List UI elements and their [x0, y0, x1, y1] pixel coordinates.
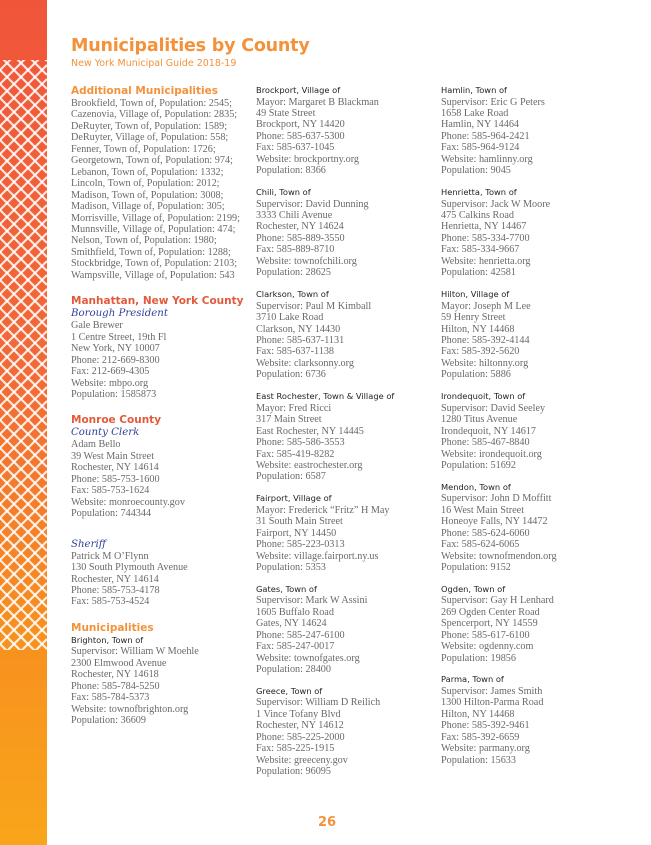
lattice-line	[0, 401, 47, 448]
lattice-line	[0, 611, 47, 658]
municipality-name: Fairport, Village of	[256, 493, 332, 504]
entry-line: Website: mbpo.org	[71, 377, 149, 389]
lattice-line	[0, 317, 47, 364]
lattice-line	[0, 653, 47, 700]
entry-line: Fax: 585-334-9667	[441, 244, 520, 256]
entry-line: East Rochester, NY 14445	[256, 425, 364, 437]
entry-line: Gates, NY 14624	[256, 618, 327, 630]
entry-line: Website: eastrochester.org	[256, 459, 363, 471]
entry-line: Supervisor: Gay H Lenhard	[441, 595, 554, 607]
lattice-line	[0, 359, 47, 406]
municipality-entry	[441, 584, 621, 664]
entry-line: Website: greeceny.gov	[256, 754, 348, 766]
entry-line: 3333 Chili Avenue	[256, 210, 333, 222]
lattice-line	[0, 667, 47, 714]
entry-line: Morrisville, Village of, Population: 2199;	[71, 212, 240, 224]
lattice-line	[0, 0, 47, 14]
entry-line: Fax: 212-669-4305	[71, 366, 150, 378]
lattice-line	[0, 51, 47, 98]
entry-line: Fax: 585-784-5373	[71, 692, 150, 704]
entry-line: Website: henrietta.org	[441, 255, 531, 267]
municipality-name: Greece, Town of	[256, 685, 323, 696]
entry-line: Phone: 585-586-3553	[256, 437, 345, 449]
lattice-line	[0, 233, 47, 280]
lattice-line	[0, 728, 47, 775]
entry-line: 269 Ogden Center Road	[441, 606, 540, 618]
lattice-line	[0, 457, 47, 504]
lattice-line	[0, 28, 47, 75]
entry-line: Phone: 585-753-1600	[71, 473, 160, 485]
borough-president-label: Borough President	[71, 308, 168, 320]
lattice-line	[0, 499, 47, 546]
municipality-name: Hilton, Village of	[441, 289, 510, 300]
lattice-line	[0, 415, 47, 462]
column-1	[71, 85, 251, 727]
entry-line: Phone: 585-617-6100	[441, 629, 530, 641]
entry-line: Phone: 585-247-6100	[256, 629, 345, 641]
entry-line: Munnsville, Village of, Population: 474;	[71, 223, 236, 235]
lattice-line	[0, 471, 47, 518]
lattice-line	[0, 177, 47, 224]
entry-line: New York, NY 10007	[71, 343, 160, 355]
lattice-line	[0, 555, 47, 602]
lattice-line	[0, 9, 47, 56]
municipality-name: Chili, Town of	[256, 187, 311, 198]
lattice-line	[0, 289, 47, 336]
entry-line: Supervisor: David Dunning	[256, 198, 369, 210]
entry-line: Fax: 585-419-8282	[256, 448, 335, 460]
municipality-entry	[256, 686, 436, 778]
lattice-line	[0, 247, 47, 294]
municipality-entry	[441, 391, 621, 471]
lattice-line	[0, 205, 47, 252]
entry-line: Website: townofgates.org	[256, 652, 360, 664]
entry-line: Brookfield, Town of, Population: 2545;	[71, 98, 232, 109]
entry-line: Phone: 585-392-4144	[441, 334, 530, 346]
lattice-line	[0, 149, 47, 196]
entry-line: Wampsville, Village of, Population: 543	[71, 269, 235, 281]
lattice-line	[0, 700, 47, 747]
lattice-line	[0, 513, 47, 560]
lattice-line	[0, 658, 47, 705]
lattice-line	[0, 191, 47, 238]
brighton-details	[71, 646, 251, 726]
lattice-line	[0, 709, 47, 756]
additional-municipalities-heading: Additional Municipalities	[71, 85, 219, 97]
entry-line: Population: 6587	[256, 471, 326, 483]
entry-line: Phone: 585-225-2000	[256, 731, 345, 743]
entry-line: Fax: 585-637-1045	[256, 142, 335, 154]
municipality-entry	[441, 482, 621, 574]
municipality-name: East Rochester, Town & Village of	[256, 391, 395, 402]
borough-president-details	[71, 320, 251, 400]
entry-line: Supervisor: John D Moffitt	[441, 493, 552, 505]
entry-line: Phone: 585-223-0313	[256, 539, 345, 551]
entry-line: Irondequoit, NY 14617	[441, 425, 536, 437]
entry-line: 317 Main Street	[256, 414, 322, 426]
entry-line: Lebanon, Town of, Population: 1332;	[71, 166, 224, 178]
entry-line: Patrick M O’Flynn	[71, 550, 149, 562]
entry-line: Population: 9152	[441, 562, 511, 574]
lattice-line	[0, 625, 47, 672]
entry-line: 1658 Lake Road	[441, 107, 509, 119]
entry-line: Population: 5353	[256, 562, 326, 574]
municipality-name: Hamlin, Town of	[441, 85, 507, 95]
entry-line: Fax: 585-247-0017	[256, 641, 335, 653]
municipality-entry	[441, 674, 621, 766]
brighton-name: Brighton, Town of	[71, 634, 144, 645]
additional-municipalities-list	[71, 98, 251, 281]
entry-line: Phone: 585-467-8840	[441, 437, 530, 449]
entry-line: Mayor: Joseph M Lee	[441, 300, 531, 312]
lattice-line	[0, 541, 47, 588]
municipality-name: Brockport, Village of	[256, 85, 341, 95]
entry-line: Website: townofchili.org	[256, 255, 357, 267]
entry-line: Population: 5886	[441, 369, 511, 381]
entry-line: 16 West Main Street	[441, 504, 525, 516]
lattice-line	[0, 756, 47, 803]
entry-line: Fenner, Town of, Population: 1726;	[71, 143, 216, 155]
entry-line: Website: parmany.org	[441, 743, 530, 755]
entry-line: Rochester, NY 14614	[71, 573, 159, 585]
entry-line: Population: 36609	[71, 715, 146, 727]
entry-line: Supervisor: Mark W Assini	[256, 595, 368, 607]
lattice-line	[0, 42, 47, 89]
entry-line: 1 Vince Tofany Blvd	[256, 708, 341, 720]
entry-line: Lincoln, Town of, Population: 2012;	[71, 178, 220, 190]
entry-line: Phone: 585-964-2421	[441, 130, 530, 142]
entry-line: Website: ogdenny.com	[441, 641, 534, 653]
lattice-line	[0, 331, 47, 378]
entry-line: Stockbridge, Town of, Population: 2103;	[71, 258, 238, 270]
entry-line: Fax: 585-964-9124	[441, 142, 520, 154]
entry-line: Georgetown, Town of, Population: 974;	[71, 155, 233, 167]
entry-line: Population: 8366	[256, 165, 326, 177]
sheriff-label: Sheriff	[71, 538, 106, 550]
lattice-line	[0, 527, 47, 574]
entry-line: Supervisor: William D Reilich	[256, 697, 381, 709]
lattice-line	[0, 275, 47, 322]
lattice-line	[0, 695, 47, 742]
decorative-side-band	[0, 0, 47, 845]
entry-line: 31 South Main Street	[256, 516, 343, 528]
entry-line: Smithfield, Town of, Population: 1288;	[71, 246, 231, 258]
lattice-line	[0, 485, 47, 532]
entry-line: Phone: 585-753-4178	[71, 584, 160, 596]
entry-line: Population: 28625	[256, 267, 331, 279]
entry-line: Gale Brewer	[71, 320, 123, 332]
entry-line: Supervisor: James Smith	[441, 685, 543, 697]
entry-line: Hilton, NY 14468	[441, 708, 515, 720]
entry-line: 130 South Plymouth Avenue	[71, 562, 188, 574]
entry-line: Phone: 585-889-3550	[256, 232, 345, 244]
municipality-name: Irondequoit, Town of	[441, 391, 526, 402]
entry-line: Fax: 585-392-6659	[441, 731, 520, 743]
municipalities-heading: Municipalities	[71, 621, 154, 634]
entry-line: Website: townofmendon.org	[441, 550, 557, 562]
entry-line: Mayor: Frederick “Fritz” H May	[256, 504, 390, 516]
municipality-entry	[441, 85, 621, 177]
entry-line: 1280 Titus Avenue	[441, 414, 518, 426]
lattice-line	[0, 135, 47, 182]
manhattan-heading: Manhattan, New York County	[71, 295, 244, 308]
entry-line: Fax: 585-753-4524	[71, 596, 150, 608]
lattice-line	[0, 107, 47, 154]
entry-line: Mayor: Margaret B Blackman	[256, 96, 379, 108]
lattice-line	[0, 681, 47, 728]
lattice-line	[0, 387, 47, 434]
entry-line: Clarkson, NY 14430	[256, 323, 341, 335]
municipality-entry	[256, 391, 436, 483]
lattice-line	[0, 219, 47, 266]
page-subtitle: New York Municipal Guide 2018-19	[71, 58, 237, 69]
lattice-line	[0, 373, 47, 420]
municipality-entry	[256, 85, 436, 177]
entry-line: Supervisor: David Seeley	[441, 402, 546, 414]
municipality-entry	[256, 584, 436, 676]
entry-line: Population: 28400	[256, 664, 331, 676]
entry-line: DeRuyter, Town of, Population: 1589;	[71, 120, 228, 132]
entry-line: Rochester, NY 14618	[71, 669, 159, 681]
sheriff-details	[71, 551, 251, 608]
entry-line: Website: townofbrighton.org	[71, 703, 189, 715]
entry-line: DeRuyter, Village of, Population: 558;	[71, 132, 229, 144]
entry-line: 39 West Main Street	[71, 450, 155, 462]
municipality-entry	[256, 187, 436, 279]
entry-line: Madison, Village of, Population: 305;	[71, 201, 225, 213]
lattice-line	[0, 0, 47, 42]
county-clerk-label: County Clerk	[71, 427, 140, 439]
entry-line: Nelson, Town of, Population: 1980;	[71, 235, 217, 247]
lattice-line	[0, 443, 47, 490]
lattice-line	[0, 569, 47, 616]
lattice-line	[0, 639, 47, 686]
lattice-line	[0, 79, 47, 126]
lattice-line	[0, 65, 47, 112]
entry-line: Website: monroecounty.gov	[71, 496, 185, 508]
municipality-name: Henrietta, Town of	[441, 187, 517, 198]
entry-line: Honeoye Falls, NY 14472	[441, 516, 548, 528]
entry-line: Website: hamlinny.org	[441, 153, 533, 165]
entry-line: Population: 19856	[441, 652, 516, 664]
lattice-line	[0, 644, 47, 691]
lattice-pattern	[0, 0, 47, 845]
entry-line: Population: 51692	[441, 459, 516, 471]
municipality-name: Mendon, Town of	[441, 481, 511, 492]
entry-line: Fax: 585-392-5620	[441, 346, 520, 358]
municipality-name: Clarkson, Town of	[256, 289, 329, 300]
entry-line: Population: 15633	[441, 754, 516, 766]
entry-line: Cazenovia, Village of, Population: 2835;	[71, 109, 238, 121]
lattice-line	[0, 742, 47, 789]
entry-line: Population: 1585873	[71, 388, 157, 400]
lattice-line	[0, 23, 47, 70]
entry-line: Website: clarksonny.org	[256, 357, 354, 369]
entry-line: 1300 Hilton-Parma Road	[441, 697, 544, 709]
entry-line: Mayor: Fred Ricci	[256, 402, 332, 414]
entry-line: 2300 Elmwood Avenue	[71, 657, 167, 669]
entry-line: Madison, Town of, Population: 3008;	[71, 189, 224, 201]
entry-line: Phone: 212-669-8300	[71, 354, 160, 366]
entry-line: Fax: 585-637-1138	[256, 346, 335, 358]
entry-line: Fax: 585-753-1624	[71, 485, 150, 497]
entry-line: 475 Calkins Road	[441, 210, 515, 222]
municipality-name: Parma, Town of	[441, 674, 504, 685]
municipality-entry	[256, 289, 436, 381]
entry-line: Hilton, NY 14468	[441, 323, 515, 335]
lattice-line	[0, 0, 47, 28]
lattice-line	[0, 261, 47, 308]
entry-line: Website: village.fairport.ny.us	[256, 550, 379, 562]
entry-line: Phone: 585-392-9461	[441, 720, 530, 732]
lattice-line	[0, 345, 47, 392]
entry-line: Rochester, NY 14614	[71, 462, 159, 474]
entry-line: Rochester, NY 14612	[256, 720, 344, 732]
entry-line: Phone: 585-637-5300	[256, 130, 345, 142]
entry-line: 59 Henry Street	[441, 312, 506, 324]
entry-line: Population: 9045	[441, 165, 511, 177]
entry-line: Spencerport, NY 14559	[441, 618, 538, 630]
lattice-line	[0, 0, 47, 47]
lattice-line	[0, 93, 47, 140]
lattice-line	[0, 429, 47, 476]
entry-line: Henrietta, NY 14467	[441, 221, 527, 233]
entry-line: Supervisor: William W Moehle	[71, 646, 199, 658]
entry-line: Population: 96095	[256, 766, 331, 778]
lattice-line	[0, 686, 47, 733]
lattice-line	[0, 14, 47, 61]
county-clerk-details	[71, 439, 251, 519]
entry-line: Website: irondequoit.org	[441, 448, 542, 460]
entry-line: Website: hiltonny.org	[441, 357, 529, 369]
column-2	[256, 85, 436, 788]
entry-line: 49 State Street	[256, 107, 316, 119]
entry-line: Website: brockportny.org	[256, 153, 360, 165]
municipality-name: Ogden, Town of	[441, 583, 506, 594]
municipality-name: Gates, Town of	[256, 583, 317, 594]
entry-line: Supervisor: Eric G Peters	[441, 96, 545, 108]
lattice-line	[0, 37, 47, 84]
column-3	[441, 85, 621, 777]
lattice-line	[0, 714, 47, 761]
lattice-line	[0, 303, 47, 350]
page-number: 26	[318, 815, 337, 830]
entry-line: Phone: 585-784-5250	[71, 680, 160, 692]
entry-line: Population: 42581	[441, 267, 516, 279]
lattice-line	[0, 121, 47, 168]
entry-line: Adam Bello	[71, 439, 121, 451]
lattice-line	[0, 672, 47, 719]
entry-line: Fax: 585-889-8710	[256, 244, 335, 256]
entry-line: 3710 Lake Road	[256, 312, 324, 324]
lattice-line	[0, 583, 47, 630]
entry-line: Supervisor: Jack W Moore	[441, 198, 551, 210]
entry-line: Fax: 585-225-1915	[256, 743, 335, 755]
entry-line: Fax: 585-624-6065	[441, 539, 520, 551]
lattice-line	[0, 163, 47, 210]
entry-line: Rochester, NY 14624	[256, 221, 344, 233]
municipality-entry	[256, 493, 436, 573]
entry-line: Phone: 585-334-7700	[441, 232, 530, 244]
municipality-entry	[441, 289, 621, 381]
municipality-entry	[441, 187, 621, 279]
page-title: Municipalities by County	[71, 36, 310, 56]
entry-line: 1605 Buffalo Road	[256, 606, 334, 618]
lattice-line	[0, 597, 47, 644]
entry-line: Brockport, NY 14420	[256, 119, 345, 131]
entry-line: Hamlin, NY 14464	[441, 119, 520, 131]
entry-line: Fairport, NY 14450	[256, 527, 337, 539]
entry-line: Population: 6736	[256, 369, 326, 381]
entry-line: Supervisor: Paul M Kimball	[256, 300, 372, 312]
entry-line: Phone: 585-637-1131	[256, 334, 345, 346]
entry-line: Phone: 585-624-6060	[441, 527, 530, 539]
entry-line: 1 Centre Street, 19th Fl	[71, 331, 167, 343]
entry-line: Population: 744344	[71, 508, 152, 520]
monroe-county-heading: Monroe County	[71, 414, 162, 427]
